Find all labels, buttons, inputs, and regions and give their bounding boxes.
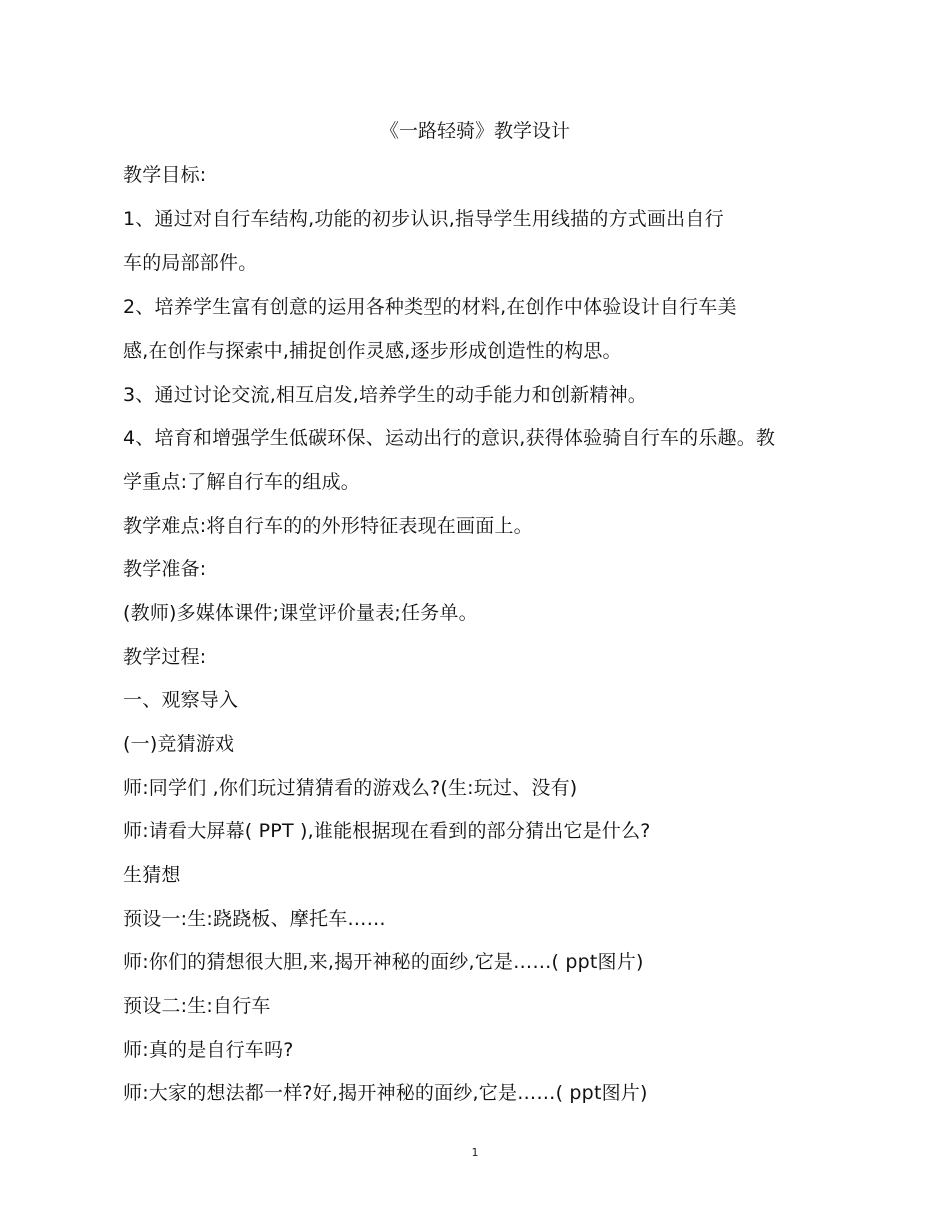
- text-line: 师:请看大屏幕( PPT ),谁能根据现在看到的部分猜出它是什么?: [123, 820, 651, 842]
- text-line: 3、通过讨论交流,相互启发,培养学生的动手能力和创新精神。: [123, 384, 647, 406]
- text-line: 4、培育和增强学生低碳环保、运动出行的意识,获得体验骑自行车的乐趣。教: [123, 427, 776, 449]
- text-line: (教师)多媒体课件;课堂评价量表;任务单。: [123, 602, 478, 624]
- text-line: 师:大家的想法都一样?好,揭开神秘的面纱,它是……( ppt图片): [123, 1082, 648, 1104]
- text-line: (一)竞猜游戏: [123, 733, 235, 755]
- text-line: 师:同学们 ,你们玩过猜猜看的游戏么?(生:玩过、没有): [123, 777, 578, 799]
- document-title: 《一路轻骑》教学设计: [379, 120, 570, 142]
- text-line: 教学难点:将自行车的的外形特征表现在画面上。: [123, 515, 533, 537]
- text-line: 感,在创作与探索中,捕捉创作灵感,逐步形成创造性的构思。: [123, 340, 622, 362]
- text-line: 师:你们的猜想很大胆,来,揭开神秘的面纱,它是……( ppt图片): [123, 951, 644, 973]
- text-line: 学重点:了解自行车的组成。: [123, 471, 361, 493]
- section-heading-process: 教学过程:: [123, 646, 207, 668]
- section-heading-teaching-goals: 教学目标:: [123, 164, 207, 186]
- text-line: 预设二:生:自行车: [123, 995, 271, 1017]
- text-line: 一、观察导入: [123, 689, 239, 711]
- text-line: 车的局部部件。: [123, 252, 258, 274]
- section-heading-preparation: 教学准备:: [123, 558, 207, 580]
- text-line: 生猜想: [123, 864, 181, 886]
- text-line: 2、培养学生富有创意的运用各种类型的材料,在创作中体验设计自行车美: [123, 296, 737, 318]
- text-line: 预设一:生:跷跷板、摩托车……: [123, 908, 386, 930]
- page-number: 1: [471, 1146, 479, 1159]
- text-line: 师:真的是自行车吗?: [123, 1039, 294, 1061]
- text-line: 1、通过对自行车结构,功能的初步认识,指导学生用线描的方式画出自行: [123, 208, 724, 230]
